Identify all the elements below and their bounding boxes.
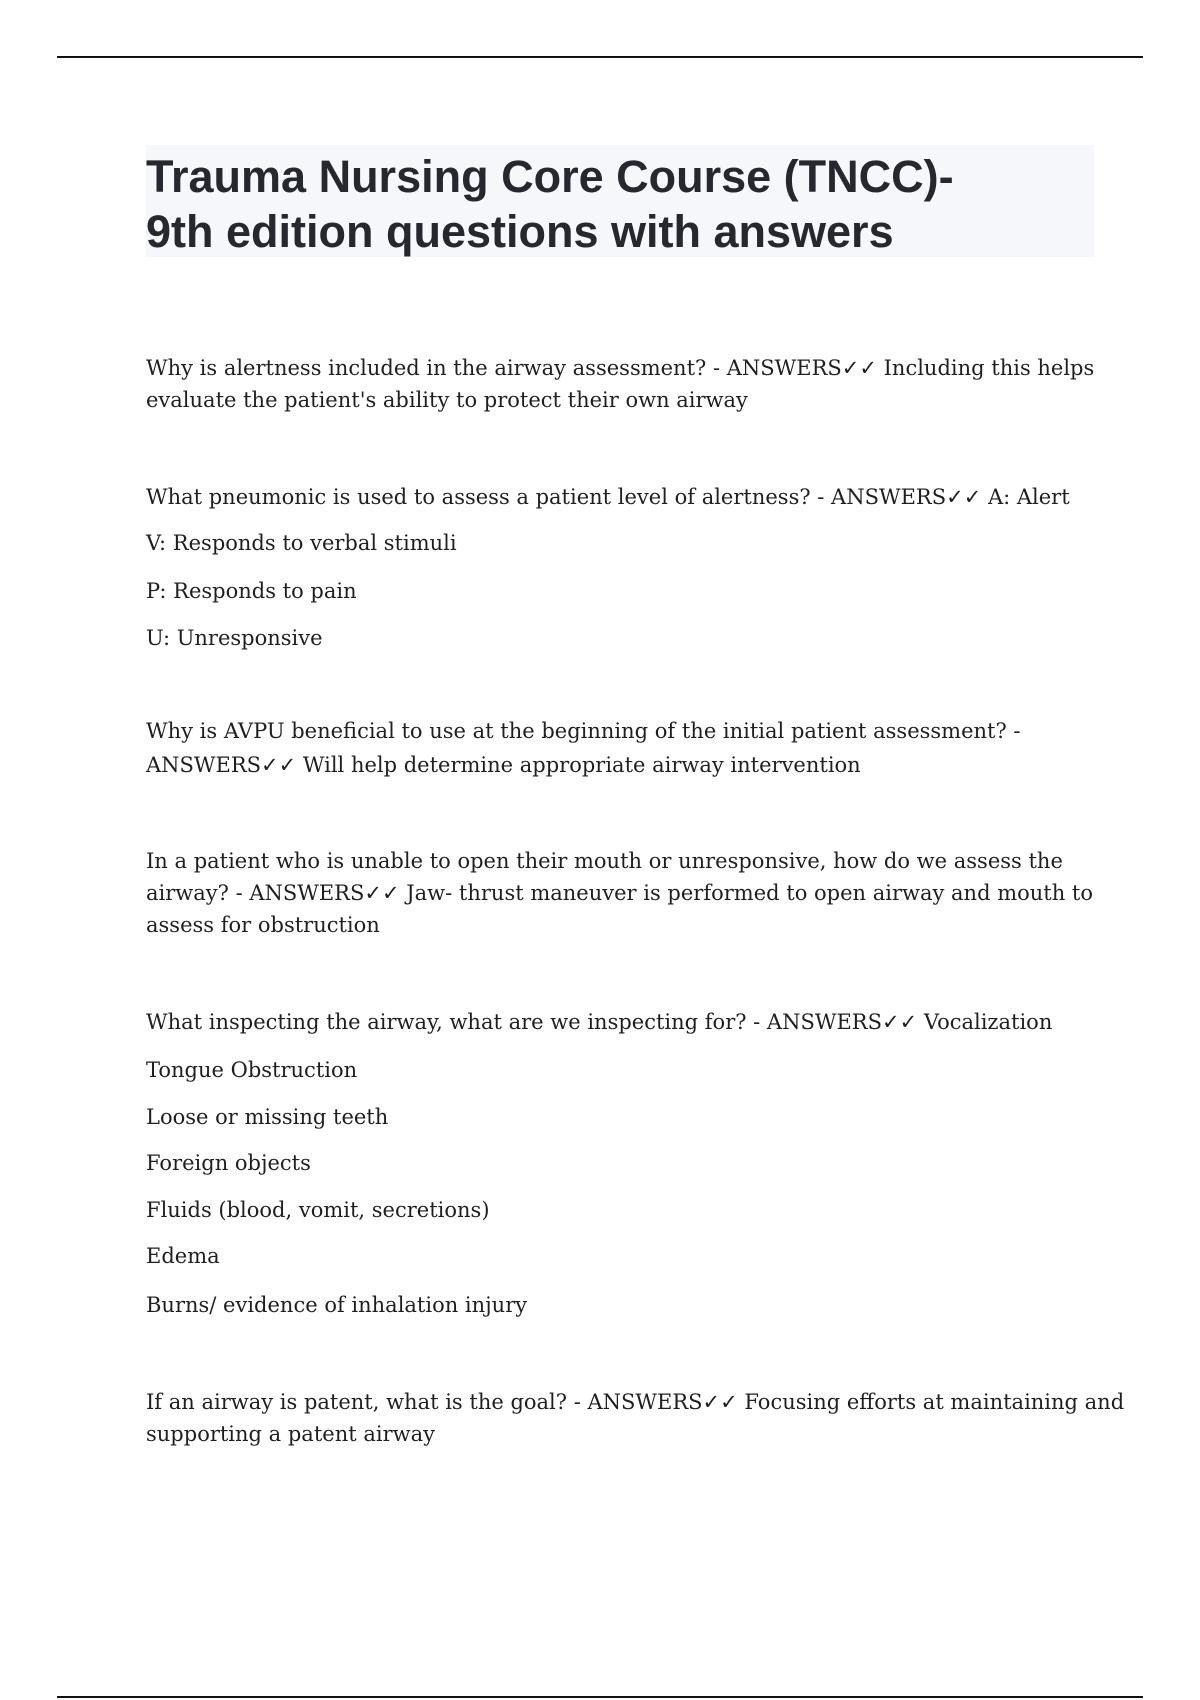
- question-6: If an airway is patent, what is the goal? - ANSWERS✓✓ Focusing efforts at maintaining and: [146, 1390, 1125, 1414]
- answer-3-line-2: ANSWERS✓✓ Will help determine appropriate airway intervention: [146, 753, 861, 777]
- question-2: What pneumonic is used to assess a patient level of alertness? - ANSWERS✓✓ A: Alert: [146, 485, 1070, 509]
- question-5: What inspecting the airway, what are we inspecting for? - ANSWERS✓✓ Vocalization: [146, 1010, 1053, 1034]
- list-item: Burns/ evidence of inhalation injury: [146, 1293, 528, 1317]
- question-3: Why is AVPU beneficial to use at the beginning of the initial patient assessment? -: [146, 719, 1021, 743]
- document-title: [146, 145, 1094, 257]
- question-1: Why is alertness included in the airway assessment? - ANSWERS✓✓ Including this helps: [146, 356, 1095, 380]
- answer-6-line-2: supporting a patent airway: [146, 1422, 435, 1446]
- list-item: Tongue Obstruction: [146, 1058, 358, 1082]
- answer-1-line-2: evaluate the patient's ability to protect their own airway: [146, 388, 748, 412]
- list-item: Foreign objects: [146, 1151, 311, 1175]
- list-item: U: Unresponsive: [146, 626, 323, 650]
- answer-4-line-3: assess for obstruction: [146, 913, 380, 937]
- top-rule: [57, 56, 1143, 58]
- title-line-2: 9th edition questions with answers: [146, 206, 894, 257]
- question-4: In a patient who is unable to open their mouth or unresponsive, how do we assess the: [146, 849, 1063, 873]
- list-item: P: Responds to pain: [146, 579, 357, 603]
- title-line-1: Trauma Nursing Core Course (TNCC)-: [146, 151, 954, 202]
- list-item: Edema: [146, 1244, 220, 1268]
- bottom-rule: [57, 1696, 1143, 1698]
- list-item: Loose or missing teeth: [146, 1105, 389, 1129]
- answer-4-line-2: airway? - ANSWERS✓✓ Jaw- thrust maneuver is performed to open airway and mouth to: [146, 881, 1093, 905]
- list-item: V: Responds to verbal stimuli: [146, 531, 457, 555]
- list-item: Fluids (blood, vomit, secretions): [146, 1198, 490, 1222]
